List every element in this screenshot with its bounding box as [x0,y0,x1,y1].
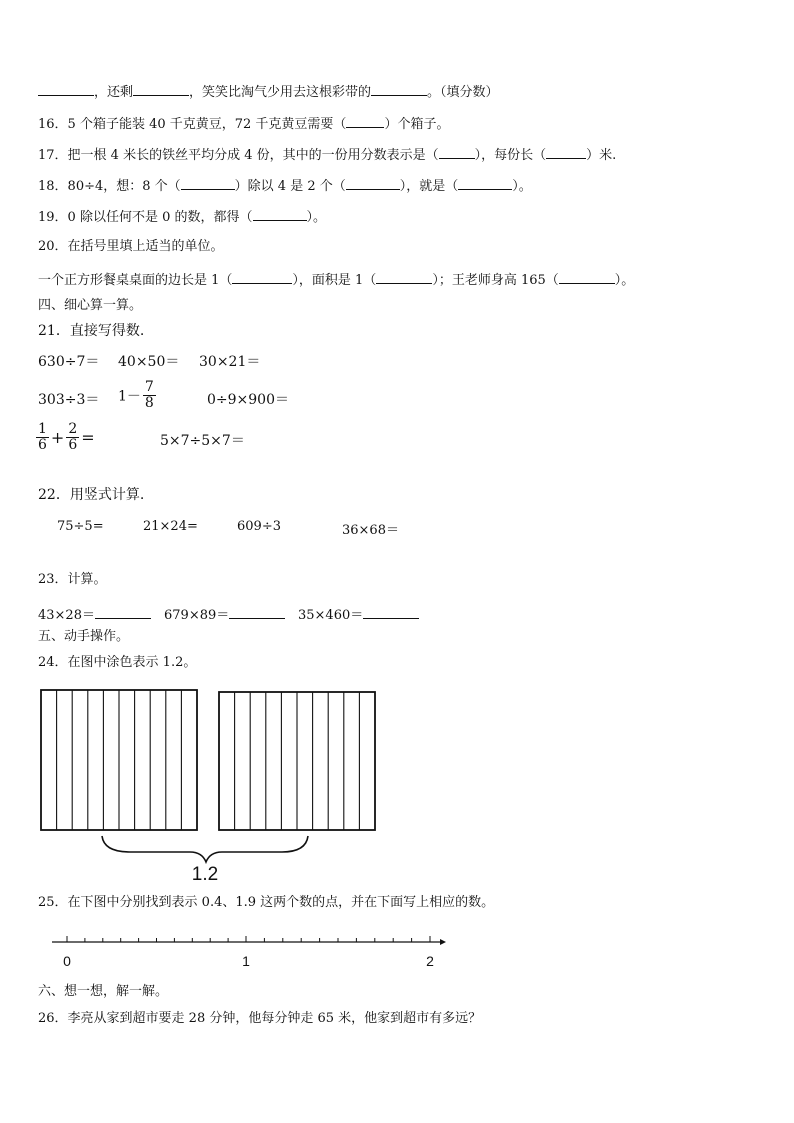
calc-item: 75÷5= [57,519,104,534]
section-4-heading: 四、细心算一算。 [38,298,143,313]
tenths-rectangle-right[interactable] [219,692,375,830]
calc-item: 21×24= [143,519,198,534]
section-5-heading: 五、动手操作。 [38,629,130,644]
number-line[interactable] [52,936,446,969]
question-25-title: 25．在下图中分别找到表示 0.4、1.9 这两个数的点，并在下面写上相应的数。 [38,895,495,910]
question-19: 19．0 除以任何不是 0 的数，都得（ ）。 [38,207,326,227]
fraction: $\frac{2}{6}$ [68,421,78,453]
calc-item: 5×7÷5×7＝ [160,433,245,449]
tick-label: 2 [426,953,434,969]
question-17: 17．把一根 4 米长的铁丝平均分成 4 份，其中的一份用分数表示是（ ），每份长（ ）米. [38,145,616,165]
calc-item: 679×89＝ [164,604,285,623]
question-18: 18．80÷4，想：8 个（ ）除以 4 是 2 个（ ），就是（ ）。 [38,176,532,196]
question-26: 26．李亮从家到超市要走 28 分钟，他每分钟走 65 米，他家到超市有多远？ [38,1011,482,1026]
brace-label: 1.2 [191,864,219,885]
tick-label: 1 [242,953,250,969]
question-22-title: 22．用竖式计算. [38,487,145,503]
calc-item: 35×460＝ [298,604,419,623]
calc-item: 609÷3 [237,519,281,534]
arrow-head [440,939,446,945]
calc-item: 303÷3＝ [38,392,100,408]
calc-item-fraction: 1－ $\frac{7}{8}$ [118,379,154,411]
question-20-title: 20．在括号里填上适当的单位。 [38,239,224,254]
section-6-heading: 六、想一想，解一解。 [38,984,169,999]
question-23-title: 23．计算。 [38,572,107,587]
fraction: $\frac{1}{6}$ [38,421,47,453]
q15-tail: ，还剩 ，笑笑比淘气少用去这根彩带的 。（填分数） [38,82,499,102]
calc-item: 630÷7＝ [38,354,100,370]
calc-item: 43×28＝ [38,604,151,623]
fraction: $\frac{7}{8}$ [144,379,154,411]
calc-item: 36×68＝ [342,523,399,538]
question-24-title: 24．在图中涂色表示 1.2。 [38,655,197,670]
question-21-title: 21．直接写得数. [38,323,145,339]
calc-item: 40×50＝ [118,354,180,370]
calc-item: 30×21＝ [199,354,261,370]
tick-label: 0 [63,953,71,969]
tenths-rectangle-left[interactable] [41,690,197,830]
curly-brace [102,836,308,862]
question-20-body: 一个正方形餐桌桌面的边长是 1（ ），面积是 1（ ）；王老师身高 165（ ）。 [38,270,634,290]
calc-item: 0÷9×900＝ [207,392,289,408]
calc-item-fraction-sum: $\frac{1}{6}$ + $\frac{2}{6}$ = [38,421,95,453]
question-16: 16．5 个箱子能装 40 千克黄豆，72 千克黄豆需要（ ）个箱子。 [38,114,449,134]
